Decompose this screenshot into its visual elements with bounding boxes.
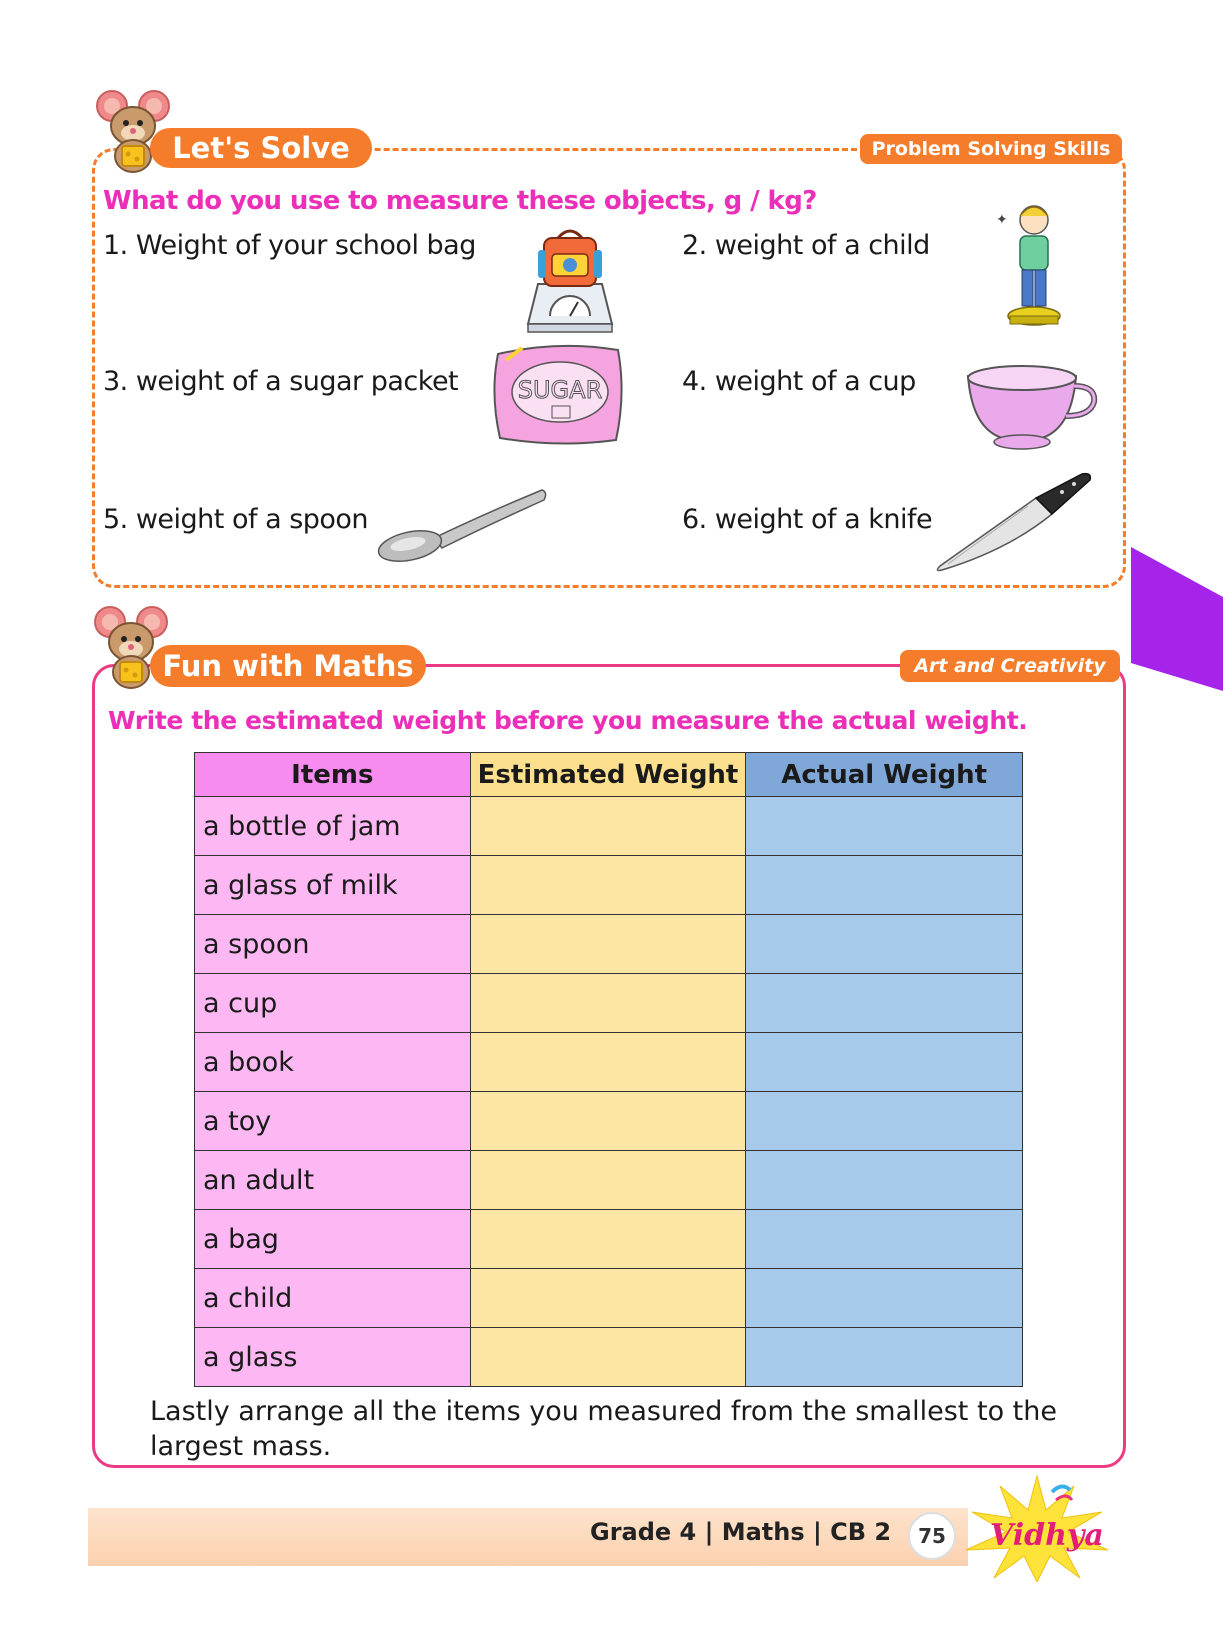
closing-instruction: Lastly arrange all the items you measured from the smallest to the largest mass. bbox=[150, 1396, 1057, 1462]
knife-icon bbox=[928, 470, 1098, 576]
actual-weight-cell[interactable] bbox=[746, 915, 1023, 974]
school-bag-scale-icon bbox=[520, 224, 620, 334]
art-creativity-tag: Art and Creativity bbox=[900, 650, 1120, 682]
row-item-label: a toy bbox=[195, 1092, 471, 1151]
row-item-label: a cup bbox=[195, 974, 471, 1033]
problem-solving-tag: Problem Solving Skills bbox=[860, 134, 1122, 164]
actual-weight-cell[interactable] bbox=[746, 856, 1023, 915]
table-row bbox=[195, 1210, 1023, 1269]
lets-solve-title: Let's Solve bbox=[150, 128, 372, 168]
child-scale-icon bbox=[992, 198, 1072, 334]
weight-table bbox=[194, 752, 1023, 1387]
estimate-instruction: Write the estimated weight before you measure the actual weight. bbox=[108, 706, 1028, 735]
estimated-weight-cell[interactable] bbox=[470, 856, 746, 915]
table-row bbox=[195, 915, 1023, 974]
item-school-bag: 1. Weight of your school bag bbox=[103, 230, 476, 261]
row-item-label: an adult bbox=[195, 1151, 471, 1210]
actual-weight-cell[interactable] bbox=[746, 1151, 1023, 1210]
row-item-label: a child bbox=[195, 1269, 471, 1328]
measure-question: What do you use to measure these objects, g / kg? bbox=[103, 186, 817, 216]
item-child: 2. weight of a child bbox=[682, 230, 930, 261]
table-row bbox=[195, 1033, 1023, 1092]
actual-weight-cell[interactable] bbox=[746, 1210, 1023, 1269]
estimated-weight-cell[interactable] bbox=[470, 1269, 746, 1328]
item-sugar-packet: 3. weight of a sugar packet bbox=[103, 366, 459, 397]
item-cup: 4. weight of a cup bbox=[682, 366, 916, 397]
table-row bbox=[195, 797, 1023, 856]
actual-weight-cell[interactable] bbox=[746, 1328, 1023, 1387]
row-item-label: a book bbox=[195, 1033, 471, 1092]
estimated-weight-cell[interactable] bbox=[470, 1210, 746, 1269]
sugar-label: SUGAR bbox=[517, 376, 603, 404]
footer-grade-subject: Grade 4 | Maths | CB 2 bbox=[590, 1518, 892, 1546]
estimated-weight-cell[interactable] bbox=[470, 974, 746, 1033]
table-header-row bbox=[195, 753, 1023, 797]
actual-weight-cell[interactable] bbox=[746, 1269, 1023, 1328]
table-row bbox=[195, 1269, 1023, 1328]
row-item-label: a glass of milk bbox=[195, 856, 471, 915]
table-row bbox=[195, 1092, 1023, 1151]
table-row bbox=[195, 974, 1023, 1033]
estimated-weight-cell[interactable] bbox=[470, 1151, 746, 1210]
actual-weight-cell[interactable] bbox=[746, 1033, 1023, 1092]
sugar-packet-icon bbox=[490, 340, 626, 448]
vidhya-logo: Vidhya bbox=[990, 1518, 1104, 1553]
estimated-weight-cell[interactable] bbox=[470, 1328, 746, 1387]
table-row bbox=[195, 1151, 1023, 1210]
row-item-label: a bag bbox=[195, 1210, 471, 1269]
estimated-weight-cell[interactable] bbox=[470, 1092, 746, 1151]
table-row bbox=[195, 1328, 1023, 1387]
side-tab-marker bbox=[1131, 547, 1223, 691]
header-items: Items bbox=[195, 753, 471, 797]
header-estimated-weight: Estimated Weight bbox=[470, 753, 746, 797]
row-item-label: a glass bbox=[195, 1328, 471, 1387]
spoon-icon bbox=[374, 484, 550, 564]
actual-weight-cell[interactable] bbox=[746, 1092, 1023, 1151]
row-item-label: a spoon bbox=[195, 915, 471, 974]
estimated-weight-cell[interactable] bbox=[470, 1033, 746, 1092]
cup-icon bbox=[962, 362, 1098, 454]
svg-text:✦: ✦ bbox=[996, 212, 1008, 228]
estimated-weight-cell[interactable] bbox=[470, 797, 746, 856]
page-number: 75 bbox=[908, 1512, 956, 1560]
fun-with-maths-title: Fun with Maths bbox=[150, 645, 426, 687]
item-knife: 6. weight of a knife bbox=[682, 504, 933, 535]
table-row bbox=[195, 856, 1023, 915]
estimated-weight-cell[interactable] bbox=[470, 915, 746, 974]
actual-weight-cell[interactable] bbox=[746, 974, 1023, 1033]
header-actual-weight: Actual Weight bbox=[746, 753, 1023, 797]
row-item-label: a bottle of jam bbox=[195, 797, 471, 856]
item-spoon: 5. weight of a spoon bbox=[103, 504, 369, 535]
actual-weight-cell[interactable] bbox=[746, 797, 1023, 856]
